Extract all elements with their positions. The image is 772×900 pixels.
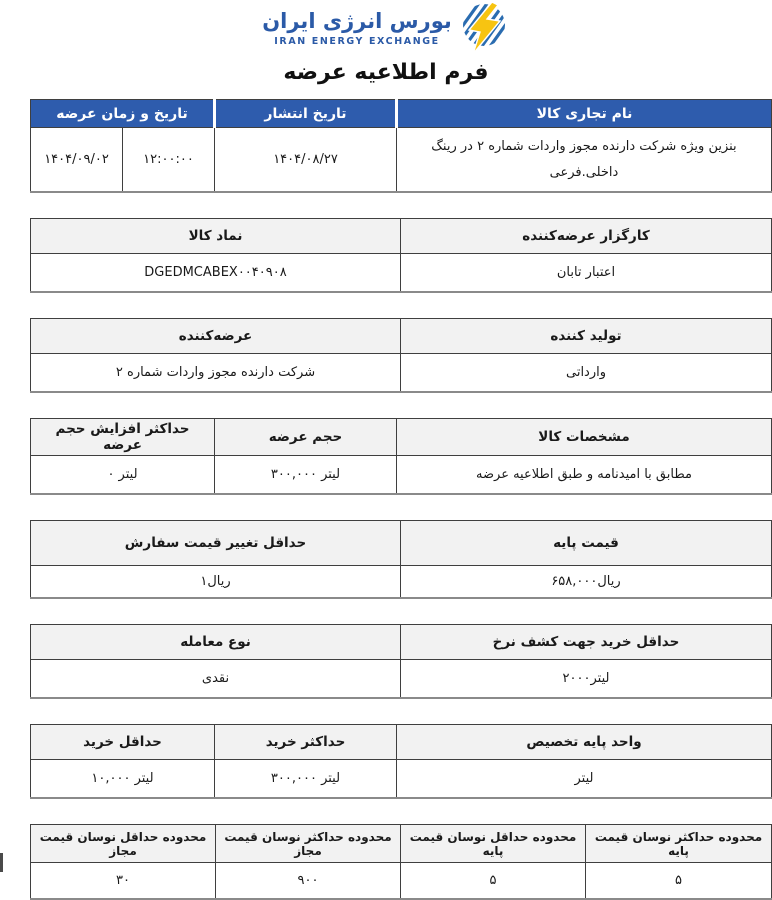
table-row (31, 625, 772, 660)
min-tick-header: حداقل تغییر قیمت سفارش (31, 521, 401, 566)
deal-type-value: نقدی (31, 660, 401, 699)
volume-header: حجم عرضه (215, 419, 397, 456)
broker-header: کارگزار عرضه‌کننده (401, 219, 772, 254)
table-deal-type (30, 624, 772, 699)
max-allowed-range-header: محدوده حداکثر نوسان قیمت مجاز (216, 825, 401, 863)
table-trade-name (30, 99, 772, 193)
supply-datetime-header: تاریخ و زمان عرضه (31, 100, 215, 128)
max-buy-header: حداکثر خرید (215, 725, 397, 760)
table-row (31, 566, 772, 599)
deal-type-header: نوع معامله (31, 625, 401, 660)
table-row (31, 725, 772, 760)
min-base-range-value: ۵ (401, 863, 586, 900)
producer-value: وارداتی (401, 354, 772, 393)
max-allowed-range-value: ۹۰۰ (216, 863, 401, 900)
table-row (31, 128, 772, 193)
supplier-value: شرکت دارنده مجوز واردات شماره ۲ (31, 354, 401, 393)
table-row (31, 254, 772, 293)
min-allowed-range-header: محدوده حداقل نوسان قیمت مجاز (31, 825, 216, 863)
table-row (31, 100, 772, 128)
alloc-unit-value: لیتر (397, 760, 772, 799)
max-buy-value: لیتر ۳۰۰,۰۰۰ (215, 760, 397, 799)
trade-name-header: نام تجاری کالا (397, 100, 772, 128)
logo (0, 0, 772, 54)
table-row (31, 825, 772, 863)
specs-value: مطابق با امیدنامه و طبق اطلاعیه عرضه (397, 456, 772, 495)
table-specs-volume (30, 418, 772, 495)
max-increase-header: حداکثر افزایش حجم عرضه (31, 419, 215, 456)
min-buy-value: لیتر ۱۰,۰۰۰ (31, 760, 215, 799)
producer-header: تولید کننده (401, 319, 772, 354)
alloc-unit-header: واحد پایه تخصیص (397, 725, 772, 760)
max-base-range-header: محدوده حداکثر نوسان قیمت پایه (586, 825, 772, 863)
min-base-range-header: محدوده حداقل نوسان قیمت پایه (401, 825, 586, 863)
table-row (31, 419, 772, 456)
supply-time-value: ۱۲:۰۰:۰۰ (123, 128, 215, 193)
broker-value: اعتبار تابان (401, 254, 772, 293)
supplier-header: عرضه‌کننده (31, 319, 401, 354)
min-discovery-value: لیتر۲۰۰۰ (401, 660, 772, 699)
trade-name-value: بنزین ویژه شرکت دارنده مجوز واردات شماره ۲ در رینگ داخلی.فرعی (397, 128, 772, 193)
table-fluctuation-ranges (30, 824, 772, 900)
table-row (31, 660, 772, 699)
table-producer-supplier (30, 318, 772, 393)
logo-english-text: IRAN ENERGY EXCHANGE (274, 36, 440, 48)
table-buy-limits (30, 724, 772, 799)
min-buy-header: حداقل خرید (31, 725, 215, 760)
table-row (31, 521, 772, 566)
max-base-range-value: ۵ (586, 863, 772, 900)
min-discovery-header: حداقل خرید جهت کشف نرخ (401, 625, 772, 660)
table-row (31, 456, 772, 495)
table-row (31, 219, 772, 254)
publish-date-header: تاریخ انتشار (215, 100, 397, 128)
table-row (31, 354, 772, 393)
base-price-value: ریال۶۵۸,۰۰۰ (401, 566, 772, 599)
lightning-emblem-icon (458, 2, 510, 54)
volume-value: لیتر ۳۰۰,۰۰۰ (215, 456, 397, 495)
min-tick-value: ریال۱ (31, 566, 401, 599)
page-title: فرم اطلاعیه عرضه (283, 60, 489, 85)
supply-date-value: ۱۴۰۴/۰۹/۰۲ (31, 128, 123, 193)
table-broker-symbol (30, 218, 772, 293)
symbol-header: نماد کالا (31, 219, 401, 254)
table-base-price (30, 520, 772, 599)
base-price-header: قیمت پایه (401, 521, 772, 566)
publish-date-value: ۱۴۰۴/۰۸/۲۷ (215, 128, 397, 193)
table-row (31, 319, 772, 354)
table-row (31, 863, 772, 900)
cutoff-border-fragment (0, 853, 3, 872)
specs-header: مشخصات کالا (397, 419, 772, 456)
max-increase-value: لیتر ۰ (31, 456, 215, 495)
min-allowed-range-value: ۳۰ (31, 863, 216, 900)
table-row (31, 760, 772, 799)
symbol-value: DGEDMCABEX۰۰۴۰۹۰۸ (31, 254, 401, 293)
logo-persian-text: بورس انرژی ایران (262, 8, 452, 33)
